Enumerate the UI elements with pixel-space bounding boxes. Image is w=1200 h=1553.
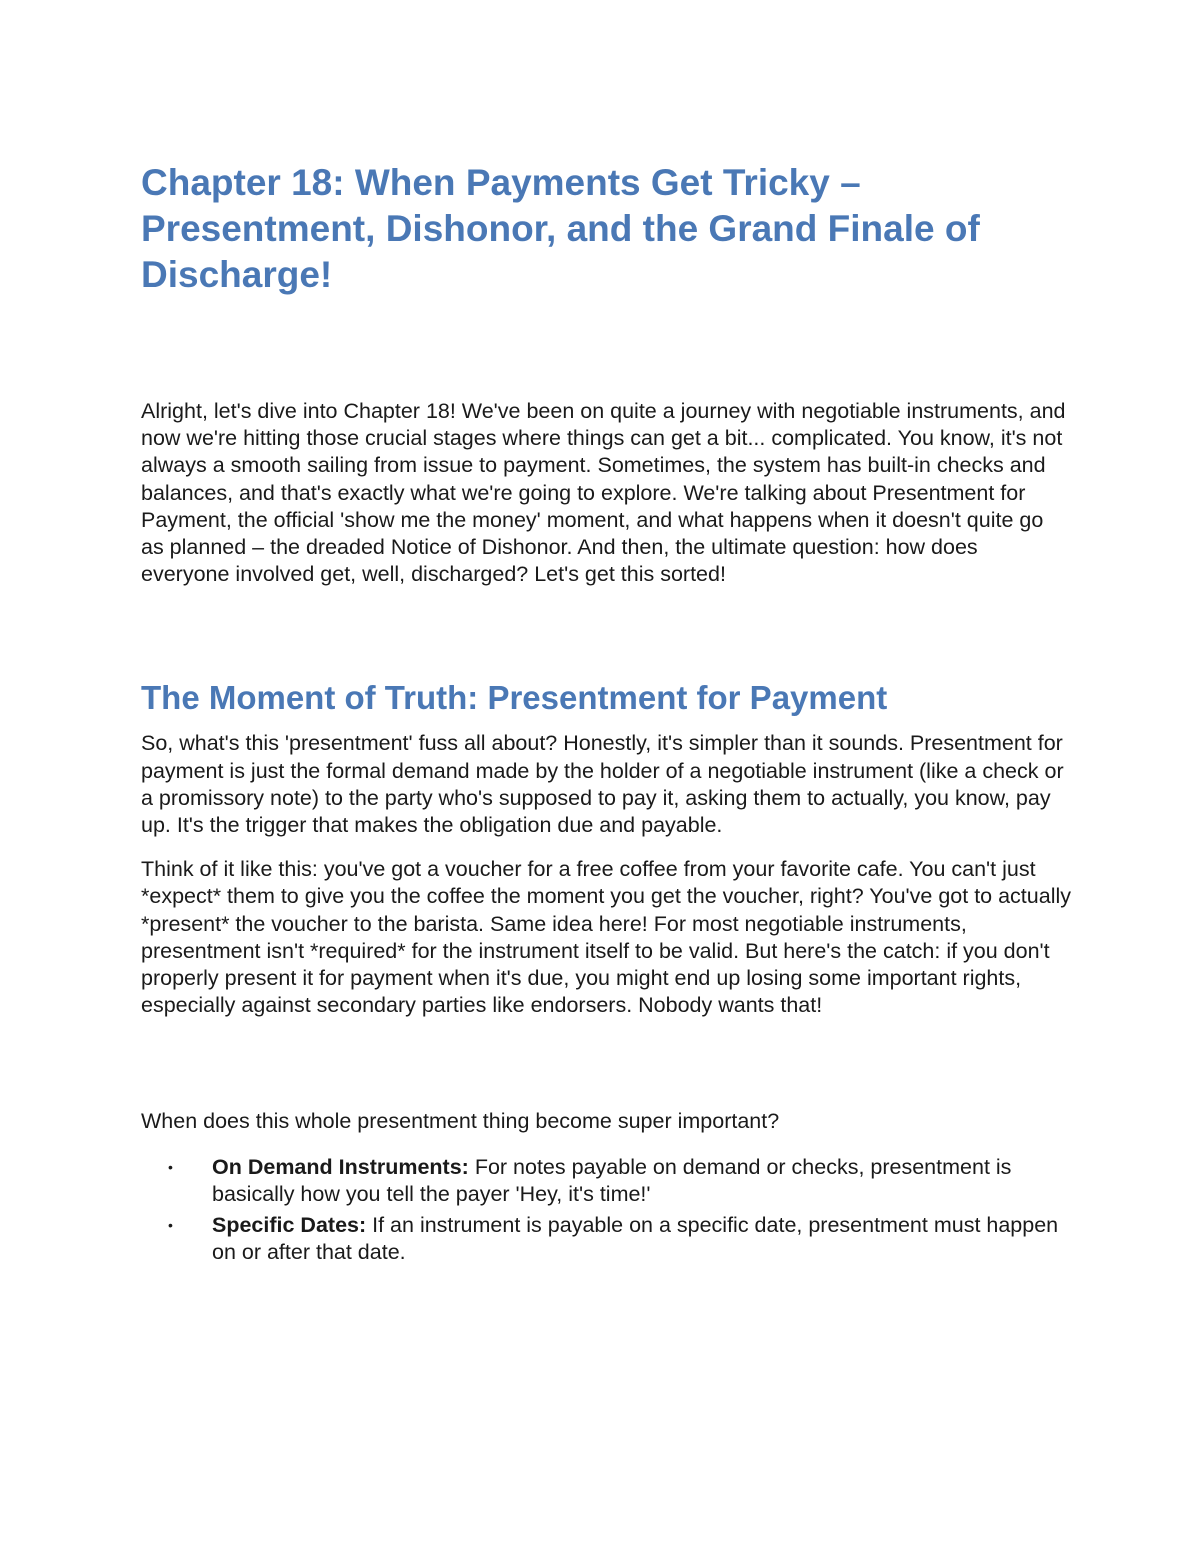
list-item bbox=[141, 1212, 1071, 1266]
list-item-text: For notes payable on demand or checks, presentment is basically how you tell the payer 'Hey, it's time!' bbox=[212, 1154, 1012, 1206]
document-page bbox=[141, 160, 1071, 1270]
chapter-title: Chapter 18: When Payments Get Tricky – Presentment, Dishonor, and the Grand Finale of Discharge! bbox=[141, 162, 980, 295]
bullet-icon: • bbox=[168, 1217, 173, 1234]
body-paragraph: So, what's this 'presentment' fuss all about? Honestly, it's simpler than it sounds. Presentment for payment is just the formal demand made by the holder of a negotiable instrument (like a check or a promissory note) to the party who's supposed to pay it, asking them to actually, you know, pay up. It's the trigger that makes the obligation due and payable. bbox=[141, 731, 1064, 838]
list-item-text: If an instrument is payable on a specific date, presentment must happen on or after that date. bbox=[212, 1213, 1059, 1265]
body-paragraph: Think of it like this: you've got a voucher for a free coffee from your favorite cafe. You can't just *expect* them to give you the coffee the moment you get the voucher, right? You've got to actually *present* the voucher to the barista. Same idea here! For most negotiable instruments, presentment isn't *required* for the instrument itself to be valid. But here's the catch: if you don't properly present it for payment when it's due, you might end up losing some important rights, especially against secondary parties like endorsers. Nobody wants that! bbox=[141, 857, 1072, 1018]
bullet-icon: • bbox=[168, 1158, 173, 1175]
intro-paragraph: Alright, let's dive into Chapter 18! We've been on quite a journey with negotiable instruments, and now we're hitting those crucial stages where things can get a bit... complicated. You know, it's not always a smooth sailing from issue to payment. Sometimes, the system has built-in checks and balances, and that's exactly what we're going to explore. We're talking about Presentment for Payment, the official 'show me the money' moment, and what happens when it doesn't quite go as planned – the dreaded Notice of Dishonor. And then, the ultimate question: how does everyone involved get, well, discharged? Let's get this sorted! bbox=[141, 399, 1066, 587]
list-item-term: Specific Dates: bbox=[212, 1213, 367, 1238]
bullet-list bbox=[141, 1154, 1071, 1267]
list-item bbox=[141, 1154, 1071, 1208]
list-intro-paragraph: When does this whole presentment thing become super important? bbox=[141, 1109, 780, 1134]
list-item-term: On Demand Instruments: bbox=[212, 1154, 469, 1179]
section-heading: The Moment of Truth: Presentment for Payment bbox=[141, 679, 888, 717]
